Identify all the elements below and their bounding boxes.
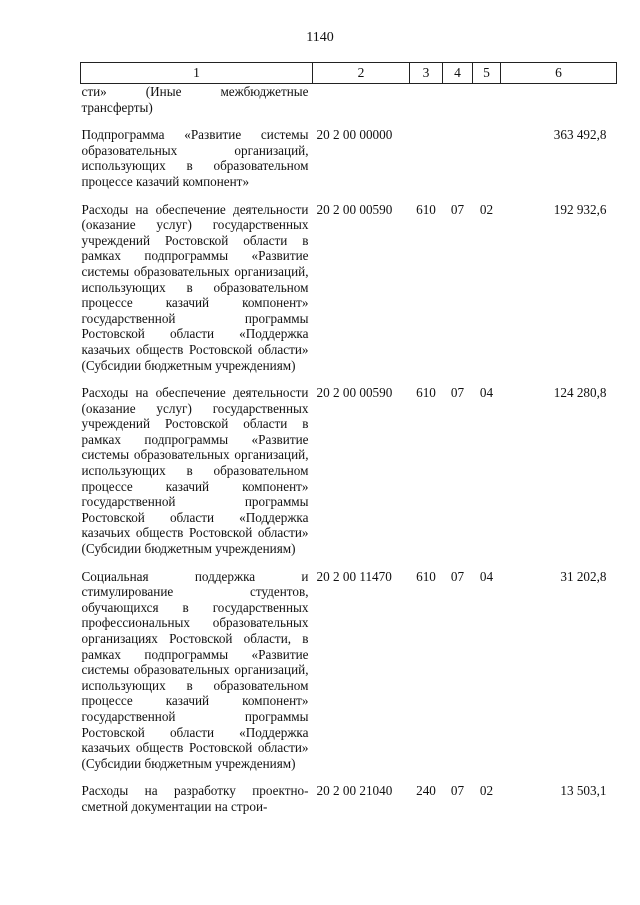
row-target-code: 20 2 00 00590 (316, 201, 393, 217)
row-section: 07 (450, 568, 465, 584)
row-expense-type (410, 115, 443, 189)
row-expense-type: 610 (416, 568, 436, 584)
row-amount: 124 280,8 (553, 385, 607, 401)
row-name: Социальная поддержка и стимулирование студентов, обучающихся в государственных профессиональных образовательных организациях Ростовской области, в рамках подпрограммы «Развитие системы образовательных организаций, использующих в образовательном процессе казачий компонент» государственной программы Ростовской области «Поддержка казачьих обществ Ростовской области» (Субсидии бюджетным учреждениям) (81, 568, 309, 771)
row-target-code: 20 2 00 11470 (316, 568, 392, 584)
row-section: 07 (450, 201, 465, 217)
row-section (443, 84, 473, 116)
row-expense-type (410, 84, 443, 116)
row-target-code: 20 2 00 00590 (316, 385, 393, 401)
row-name: Расходы на обеспечение деятельности (оказание услуг) государственных учреждений Ростовской области в рамках подпрограммы «Развитие системы образовательных организаций, использующих в образовательном процессе казачий компонент» государственной программы Ростовской области «Поддержка казачьих обществ Ростовской области» (Субсидии бюджетным учреждениям) (81, 201, 309, 373)
row-subsection: 04 (479, 385, 494, 401)
table-row (81, 115, 617, 189)
column-header-5: 5 (473, 63, 501, 84)
table-row (81, 771, 617, 814)
row-subsection (473, 84, 501, 116)
table-row (81, 84, 617, 116)
row-subsection: 02 (479, 783, 494, 799)
row-target-code (313, 84, 410, 116)
row-section: 07 (450, 783, 465, 799)
table-row (81, 190, 617, 374)
table-row (81, 373, 617, 557)
row-amount (501, 84, 617, 116)
row-amount: 363 492,8 (553, 127, 607, 143)
row-expense-type: 610 (416, 201, 436, 217)
column-header-4: 4 (443, 63, 473, 84)
row-subsection (473, 115, 501, 189)
column-header-3: 3 (410, 63, 443, 84)
row-subsection: 02 (479, 201, 494, 217)
row-section (443, 115, 473, 189)
row-amount: 13 503,1 (560, 783, 607, 799)
column-header-6: 6 (501, 63, 617, 84)
table-header-row (81, 63, 617, 84)
row-section: 07 (450, 385, 465, 401)
row-amount: 192 932,6 (553, 201, 607, 217)
row-name: сти» (Иные межбюджетные трансферты) (81, 84, 309, 115)
row-expense-type: 610 (416, 385, 436, 401)
row-target-code: 20 2 00 00000 (316, 127, 393, 143)
budget-table (80, 62, 617, 815)
row-name: Подпрограмма «Развитие системы образовательных организаций, использующих в образовательном процессе казачий компонент» (81, 127, 309, 189)
row-name: Расходы на разработку проектно-сметной документации на строи- (81, 783, 309, 814)
table-row (81, 557, 617, 772)
page-number: 1140 (306, 30, 334, 45)
row-name: Расходы на обеспечение деятельности (оказание услуг) государственных учреждений Ростовской области в рамках подпрограммы «Развитие системы образовательных организаций, использующих в образовательном процессе казачий компонент» государственной программы Ростовской области «Поддержка казачьих обществ Ростовской области» (Субсидии бюджетным учреждениям) (81, 385, 309, 557)
row-subsection: 04 (479, 568, 494, 584)
row-amount: 31 202,8 (560, 568, 607, 584)
column-header-1: 1 (81, 63, 313, 84)
row-target-code: 20 2 00 21040 (316, 783, 393, 799)
column-header-2: 2 (313, 63, 410, 84)
row-expense-type: 240 (416, 783, 436, 799)
